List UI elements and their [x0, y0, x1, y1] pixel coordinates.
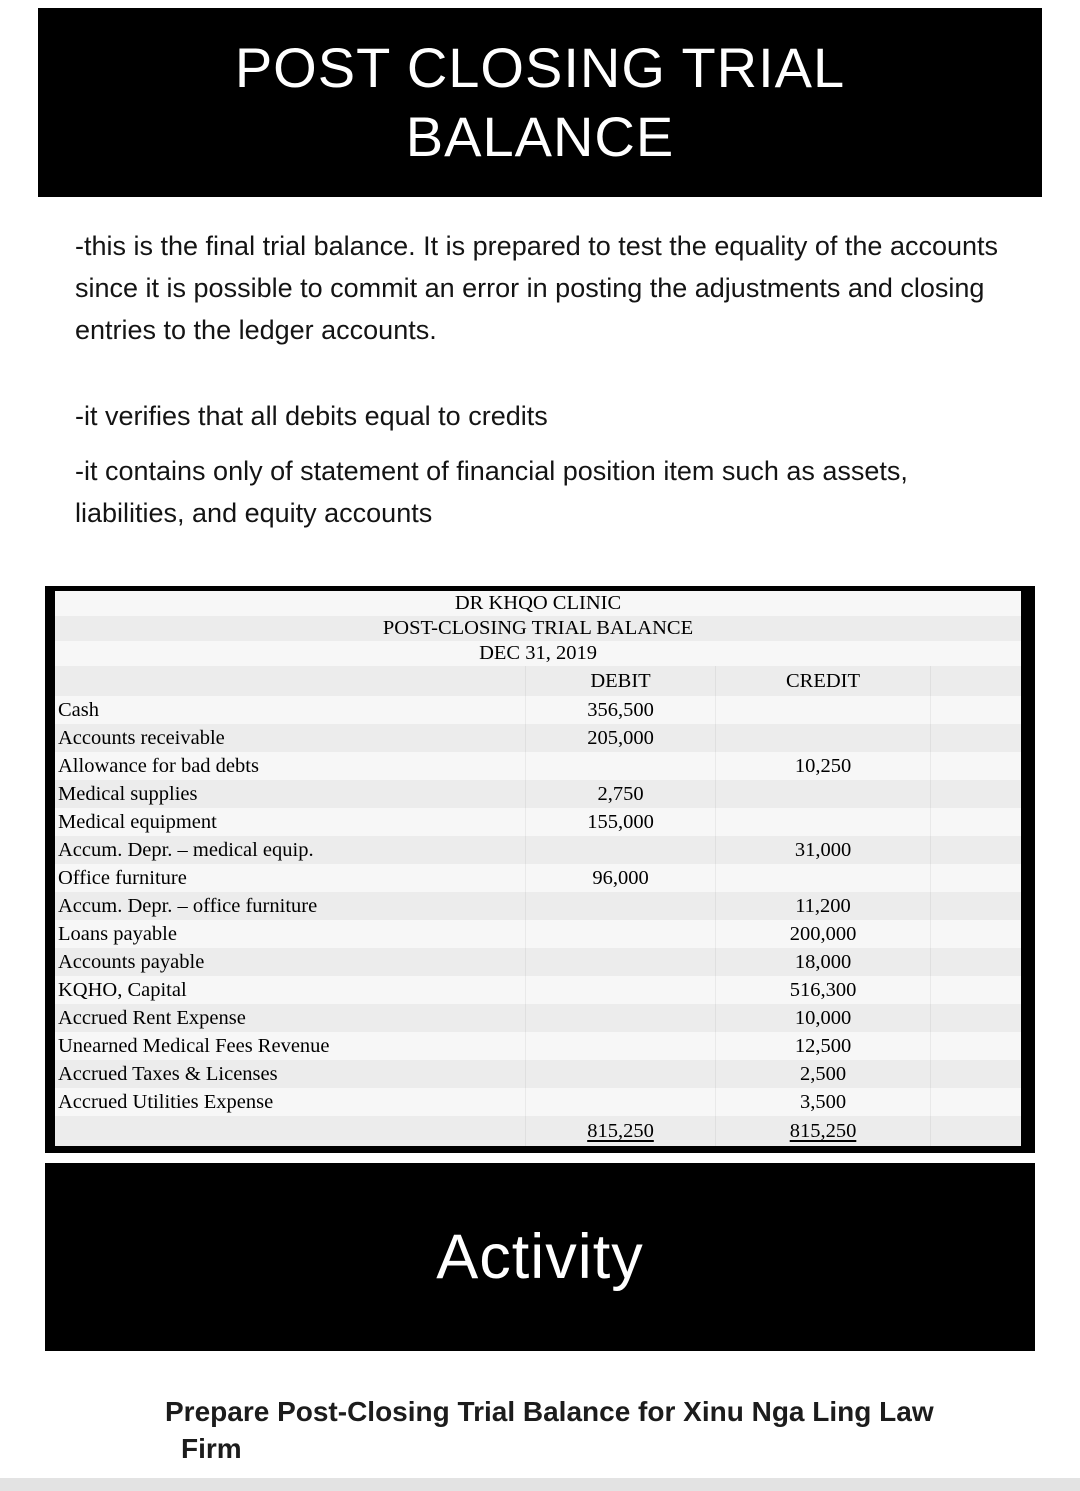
account-name-cell: Allowance for bad debts	[58, 755, 259, 777]
trial-balance-rows	[55, 696, 1021, 1116]
table-row	[55, 696, 1021, 724]
debit-cell: 2,750	[525, 780, 715, 808]
debit-cell	[525, 1060, 715, 1088]
empty-cell	[930, 808, 1021, 836]
totals-credit-cell	[715, 1116, 930, 1146]
account-name-cell: Cash	[58, 699, 99, 721]
account-name-cell: Office furniture	[58, 867, 187, 889]
table-row	[55, 976, 1021, 1004]
empty-cell	[930, 948, 1021, 976]
empty-cell	[930, 1004, 1021, 1032]
empty-cell	[930, 920, 1021, 948]
credit-cell	[715, 696, 930, 724]
account-name-cell: Loans payable	[58, 923, 177, 945]
credit-cell: 12,500	[715, 1032, 930, 1060]
slide-title-banner	[38, 8, 1042, 197]
activity-banner	[45, 1163, 1035, 1351]
intro-paragraph-3: -it contains only of statement of financial position item such as assets, liabilities, and equity accounts	[75, 456, 908, 528]
table-row	[55, 752, 1021, 780]
credit-cell: 18,000	[715, 948, 930, 976]
credit-cell: 10,250	[715, 752, 930, 780]
account-name-cell: Accounts receivable	[58, 727, 225, 749]
credit-cell: 2,500	[715, 1060, 930, 1088]
intro-section	[0, 197, 1080, 586]
bottom-edge-strip	[0, 1478, 1080, 1491]
totals-credit-value: 815,250	[789, 1120, 857, 1142]
intro-paragraph-1: -this is the final trial balance. It is prepared to test the equality of the accounts since it is possible to commit an error in posting the adjustments and closing entries to the ledger accounts.	[75, 231, 999, 345]
report-date: DEC 31, 2019	[55, 641, 1021, 666]
table-row	[55, 920, 1021, 948]
debit-cell	[525, 1032, 715, 1060]
empty-cell	[930, 864, 1021, 892]
totals-row	[55, 1116, 1021, 1146]
empty-cell	[930, 780, 1021, 808]
table-row	[55, 864, 1021, 892]
task-section	[0, 1351, 1080, 1467]
credit-cell: 3,500	[715, 1088, 930, 1116]
account-name-cell: Accrued Utilities Expense	[58, 1091, 274, 1113]
debit-cell: 356,500	[525, 696, 715, 724]
debit-cell	[525, 1088, 715, 1116]
credit-cell: 200,000	[715, 920, 930, 948]
empty-cell	[930, 892, 1021, 920]
column-header-row	[55, 666, 1021, 696]
trial-balance-sheet	[55, 591, 1021, 1146]
account-name-cell: Accum. Depr. – office furniture	[58, 895, 318, 917]
table-row	[55, 948, 1021, 976]
empty-cell	[930, 1032, 1021, 1060]
table-row	[55, 808, 1021, 836]
debit-cell	[525, 948, 715, 976]
credit-cell: 11,200	[715, 892, 930, 920]
account-name-cell: Accrued Taxes & Licenses	[58, 1063, 278, 1085]
table-row	[55, 724, 1021, 752]
debit-cell	[525, 892, 715, 920]
debit-cell	[525, 920, 715, 948]
task-text: Prepare Post-Closing Trial Balance for Xinu Nga Ling Law Firm	[165, 1396, 934, 1464]
activity-title: Activity	[436, 1222, 644, 1292]
table-row	[55, 1088, 1021, 1116]
credit-cell	[715, 724, 930, 752]
empty-column-header	[930, 666, 1021, 696]
totals-label-cell	[55, 1116, 525, 1146]
table-row	[55, 1004, 1021, 1032]
debit-column-header: DEBIT	[525, 666, 715, 696]
debit-cell	[525, 976, 715, 1004]
account-column-header	[55, 666, 525, 696]
credit-cell: 516,300	[715, 976, 930, 1004]
credit-column-header: CREDIT	[715, 666, 930, 696]
debit-cell	[525, 836, 715, 864]
debit-cell	[525, 752, 715, 780]
trial-balance-frame	[45, 586, 1035, 1153]
debit-cell: 96,000	[525, 864, 715, 892]
empty-cell	[930, 724, 1021, 752]
totals-debit-value: 815,250	[587, 1120, 654, 1142]
report-title: POST-CLOSING TRIAL BALANCE	[55, 616, 1021, 641]
debit-cell: 155,000	[525, 808, 715, 836]
totals-debit-cell	[525, 1116, 715, 1146]
account-name-cell: Medical supplies	[58, 783, 198, 805]
empty-cell	[930, 1060, 1021, 1088]
empty-cell	[930, 836, 1021, 864]
account-name-cell: Accum. Depr. – medical equip.	[58, 839, 314, 861]
intro-paragraph-2: -it verifies that all debits equal to credits	[75, 401, 548, 431]
credit-cell: 31,000	[715, 836, 930, 864]
account-name-cell: KQHO, Capital	[58, 979, 187, 1001]
table-row	[55, 1032, 1021, 1060]
empty-cell	[930, 976, 1021, 1004]
table-row	[55, 836, 1021, 864]
page-title: POST CLOSING TRIAL BALANCE	[234, 36, 846, 168]
empty-cell	[930, 696, 1021, 724]
table-row	[55, 892, 1021, 920]
table-row	[55, 1060, 1021, 1088]
empty-cell	[930, 752, 1021, 780]
account-name-cell: Unearned Medical Fees Revenue	[58, 1035, 330, 1057]
credit-cell: 10,000	[715, 1004, 930, 1032]
company-name: DR KHQO CLINIC	[55, 591, 1021, 616]
credit-cell	[715, 864, 930, 892]
debit-cell: 205,000	[525, 724, 715, 752]
account-name-cell: Accrued Rent Expense	[58, 1007, 246, 1029]
credit-cell	[715, 808, 930, 836]
account-name-cell: Medical equipment	[58, 811, 217, 833]
empty-cell	[930, 1088, 1021, 1116]
totals-empty-cell	[930, 1116, 1021, 1146]
credit-cell	[715, 780, 930, 808]
debit-cell	[525, 1004, 715, 1032]
account-name-cell: Accounts payable	[58, 951, 205, 973]
table-row	[55, 780, 1021, 808]
